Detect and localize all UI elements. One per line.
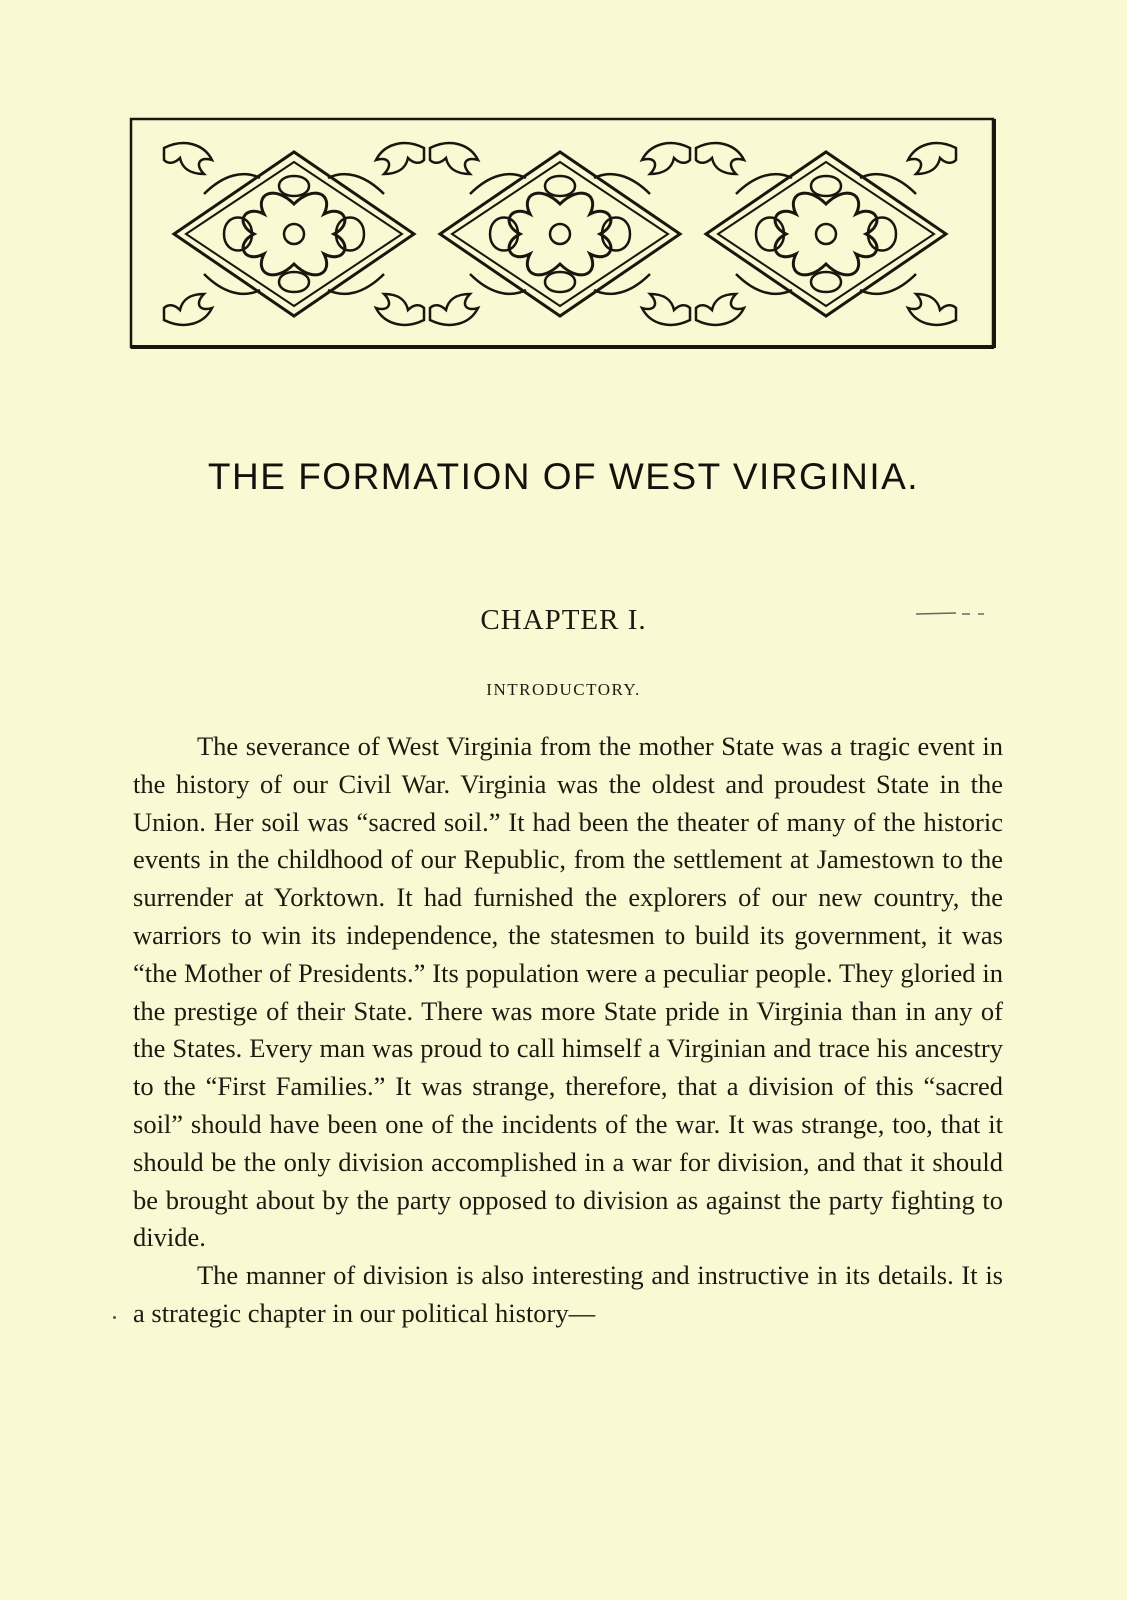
foliate-ornament-icon [128, 116, 998, 352]
page-title: THE FORMATION OF WEST VIRGINIA. [207, 456, 920, 497]
paragraph: The manner of division is also interesting and instructive in its details. It is a strategic chapter in our political history— [133, 1260, 1003, 1328]
stray-ink-mark [916, 612, 986, 616]
ornamental-header-band [128, 116, 998, 352]
section-subheading: INTRODUCTORY. [486, 680, 641, 699]
margin-ink-dot [113, 1316, 116, 1319]
paragraph: The severance of West Virginia from the mother State was a tragic event in the history of our Civil War. Virginia was the oldest and proudest State in the Union. Her soil was “sacred soil.” It had been the theater of many of the historic events in the childhood of our Republic, from the settlement at Jamestown to the surrender at Yorktown. It had furnished the explorers of our new country, the warriors to win its independence, the statesmen to build its government, it was “the Mother of Presidents.” Its population were a peculiar people. They gloried in the prestige of their State. There was more State pride in Virginia than in any of the States. Every man was proud to call himself a Virginian and trace his ancestry to the “First Families.” It was strange, therefore, that a division of this “sacred soil” should have been one of the incidents of the war. It was strange, too, that it should be the only division accomplished in a war for division, and that it should be brought about by the party opposed to division as against the party fighting to divide. [133, 731, 1003, 1253]
body-text [133, 728, 1003, 1333]
chapter-heading: CHAPTER I. [480, 604, 647, 636]
